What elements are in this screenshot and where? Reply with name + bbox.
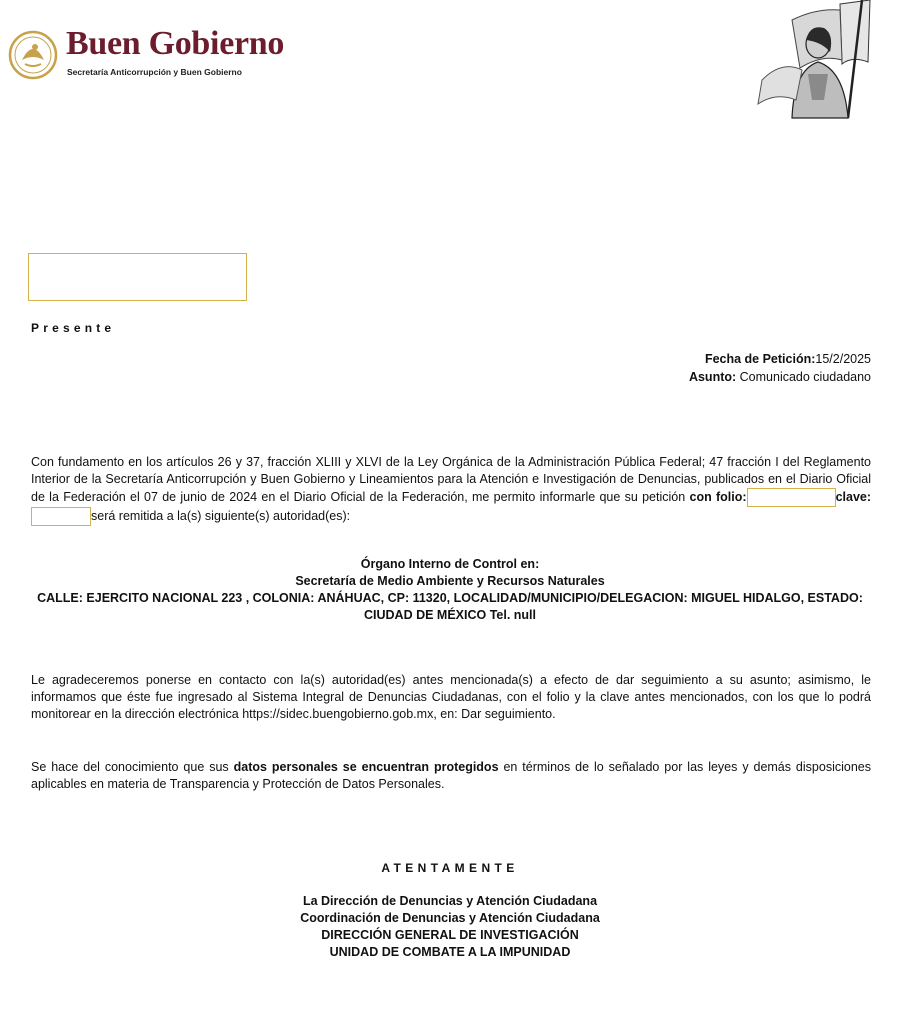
subject-value: Comunicado ciudadano bbox=[739, 370, 871, 384]
signature-line-4: UNIDAD DE COMBATE A LA IMPUNIDAD bbox=[329, 945, 571, 959]
woman-with-flag-icon bbox=[752, 0, 874, 120]
folio-field bbox=[747, 488, 836, 507]
signature-block bbox=[30, 893, 870, 961]
brand-subtitle: Secretaría Anticorrupción y Buen Gobierno bbox=[67, 67, 242, 77]
signature-line-1: La Dirección de Denuncias y Atención Ciudadana bbox=[302, 894, 598, 908]
closing: ATENTAMENTE bbox=[381, 861, 519, 875]
intro-tail: será remitida a la(s) siguiente(s) autoridad(es): bbox=[91, 509, 351, 523]
clave-label: clave: bbox=[835, 490, 872, 504]
privacy-paragraph bbox=[31, 759, 871, 793]
signature-line-2: Coordinación de Denuncias y Atención Ciudadana bbox=[300, 911, 600, 925]
privacy-text-before: Se hace del conocimiento que sus bbox=[31, 760, 229, 774]
brand-name: Buen Gobierno bbox=[66, 25, 285, 62]
authority-address: CALLE: EJERCITO NACIONAL 223 , COLONIA: ANÁHUAC, CP: 11320, LOCALIDAD/MUNICIPIO/DELEGACION: MIGUEL HIDALGO, ESTADO: CIUDAD DE MÉXICO Tel. null bbox=[37, 591, 863, 622]
privacy-text-bold: datos personales se encuentran protegidos bbox=[233, 760, 499, 774]
signature-line-3: DIRECCIÓN GENERAL DE INVESTIGACIÓN bbox=[321, 928, 579, 942]
request-date bbox=[705, 352, 871, 366]
authority-block bbox=[30, 556, 870, 624]
intro-text: Con fundamento en los artículos 26 y 37, fracción XLIII y XLVI de la Ley Orgánica de la Administración Pública Federal; 47 fracción I del Reglamento Interior de la Secretaría Anticorrupción y Buen Gobierno y Lineamientos para la Atención e Investigación de Denuncias, publicados en el Diario Oficial de la Federación el 07 de junio de 2024 en el Diario Oficial de la Federación, me permito informarle que su petición bbox=[31, 455, 871, 504]
request-date-value: 15/2/2025 bbox=[815, 352, 871, 366]
authority-title: Órgano Interno de Control en: bbox=[360, 557, 540, 571]
government-seal-icon bbox=[8, 30, 58, 80]
subject-label: Asunto: bbox=[688, 370, 737, 384]
privacy-text-after: en términos de lo señalado por las leyes y demás disposiciones aplicables en materia de Transparencia y Protección de Datos Personales. bbox=[31, 760, 871, 791]
contact-paragraph: Le agradeceremos ponerse en contacto con la(s) autoridad(es) antes mencionada(s) a efecto de dar seguimiento a su asunto; asimismo, le informamos que éste fue ingresado al Sistema Integral de Denuncias Ciudadanas, con el folio y la clave antes mencionados, con los que lo podrá monitorear en la dirección electrónica https://sidec.buengobierno.gob.mx, en: Dar seguimiento. bbox=[31, 673, 871, 721]
subject bbox=[689, 370, 871, 384]
clave-field bbox=[31, 507, 91, 526]
authority-name: Secretaría de Medio Ambiente y Recursos Naturales bbox=[295, 574, 605, 588]
folio-label: con folio: bbox=[689, 490, 747, 504]
salutation: Presente bbox=[31, 321, 116, 335]
request-date-label: Fecha de Petición: bbox=[704, 352, 816, 366]
intro-paragraph bbox=[31, 454, 871, 526]
recipient-name-box bbox=[28, 253, 247, 301]
